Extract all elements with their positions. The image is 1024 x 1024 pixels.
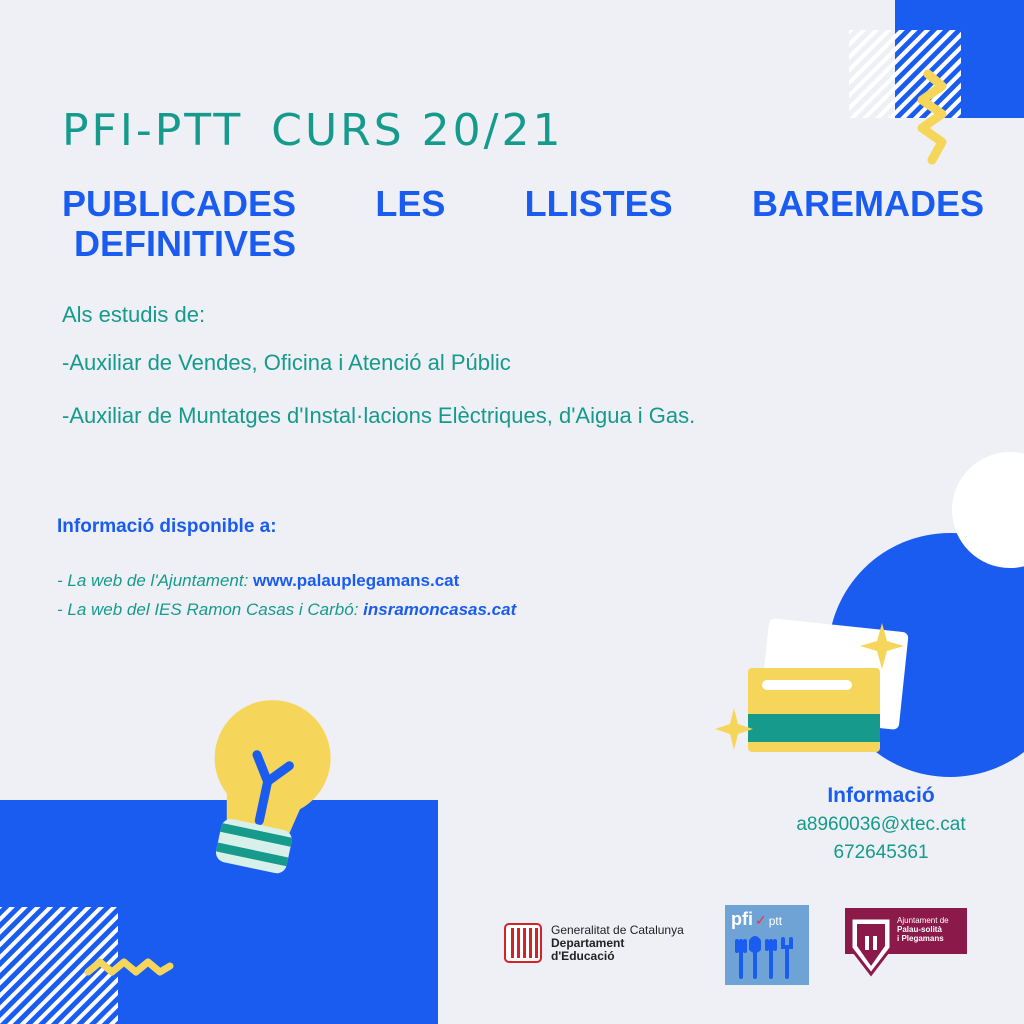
contact-title: Informació [827,784,935,807]
generalitat-line2: Departament [551,935,625,950]
info-link-row [57,571,459,591]
info-link-prefix: - La web del IES Ramon Casas i Carbó: [57,600,364,619]
tools-icon [733,935,803,981]
study-item: -Auxiliar de Muntatges d'Instal·lacions Elèctriques, d'Aigua i Gas. [62,403,696,428]
program-name: PFI-PTT [62,105,244,156]
palau-line1: Ajuntament de [897,916,949,925]
pfi-main: pfi [731,909,753,929]
headline-word: LES [375,183,446,224]
headline-word: BAREMADES [751,183,984,224]
contact-block [770,784,992,864]
studies-intro: Als estudis de: [62,302,206,327]
course-year: CURS 20/21 [271,105,564,156]
palau-line2: Palau-solità [897,925,942,934]
headline-word: LLISTES [524,183,673,224]
info-heading: Informació disponible a: [57,516,277,537]
generalitat-line3: d'Educació [551,948,615,963]
sparkle-icon [715,708,753,750]
headline-word: PUBLICADES [62,183,297,224]
headline [62,184,984,264]
headline-line2: DEFINITIVES [74,223,297,264]
generalitat-emblem-icon [503,922,543,964]
palau-line3: i Plegamans [897,934,944,943]
generalitat-logo [503,922,684,964]
palau-logo [845,908,967,980]
info-link-prefix: - La web de l'Ajuntament: [57,571,254,590]
contact-phone[interactable]: 672645361 [833,842,929,863]
pfi-ptt-logo: pfi ✓ ptt [725,905,809,985]
info-link-row [57,600,516,620]
palau-shield-icon [847,908,895,980]
ajuntament-link[interactable]: www.palauplegamans.cat [253,571,460,590]
study-item: -Auxiliar de Vendes, Oficina i Atenció al Públic [62,350,511,375]
pfi-sub: ptt [768,914,783,928]
page-title [62,105,563,156]
ies-link[interactable]: insramoncasas.cat [363,600,517,619]
contact-email[interactable]: a8960036@xtec.cat [796,814,966,835]
generalitat-line1: Generalitat de Catalunya [551,922,684,937]
